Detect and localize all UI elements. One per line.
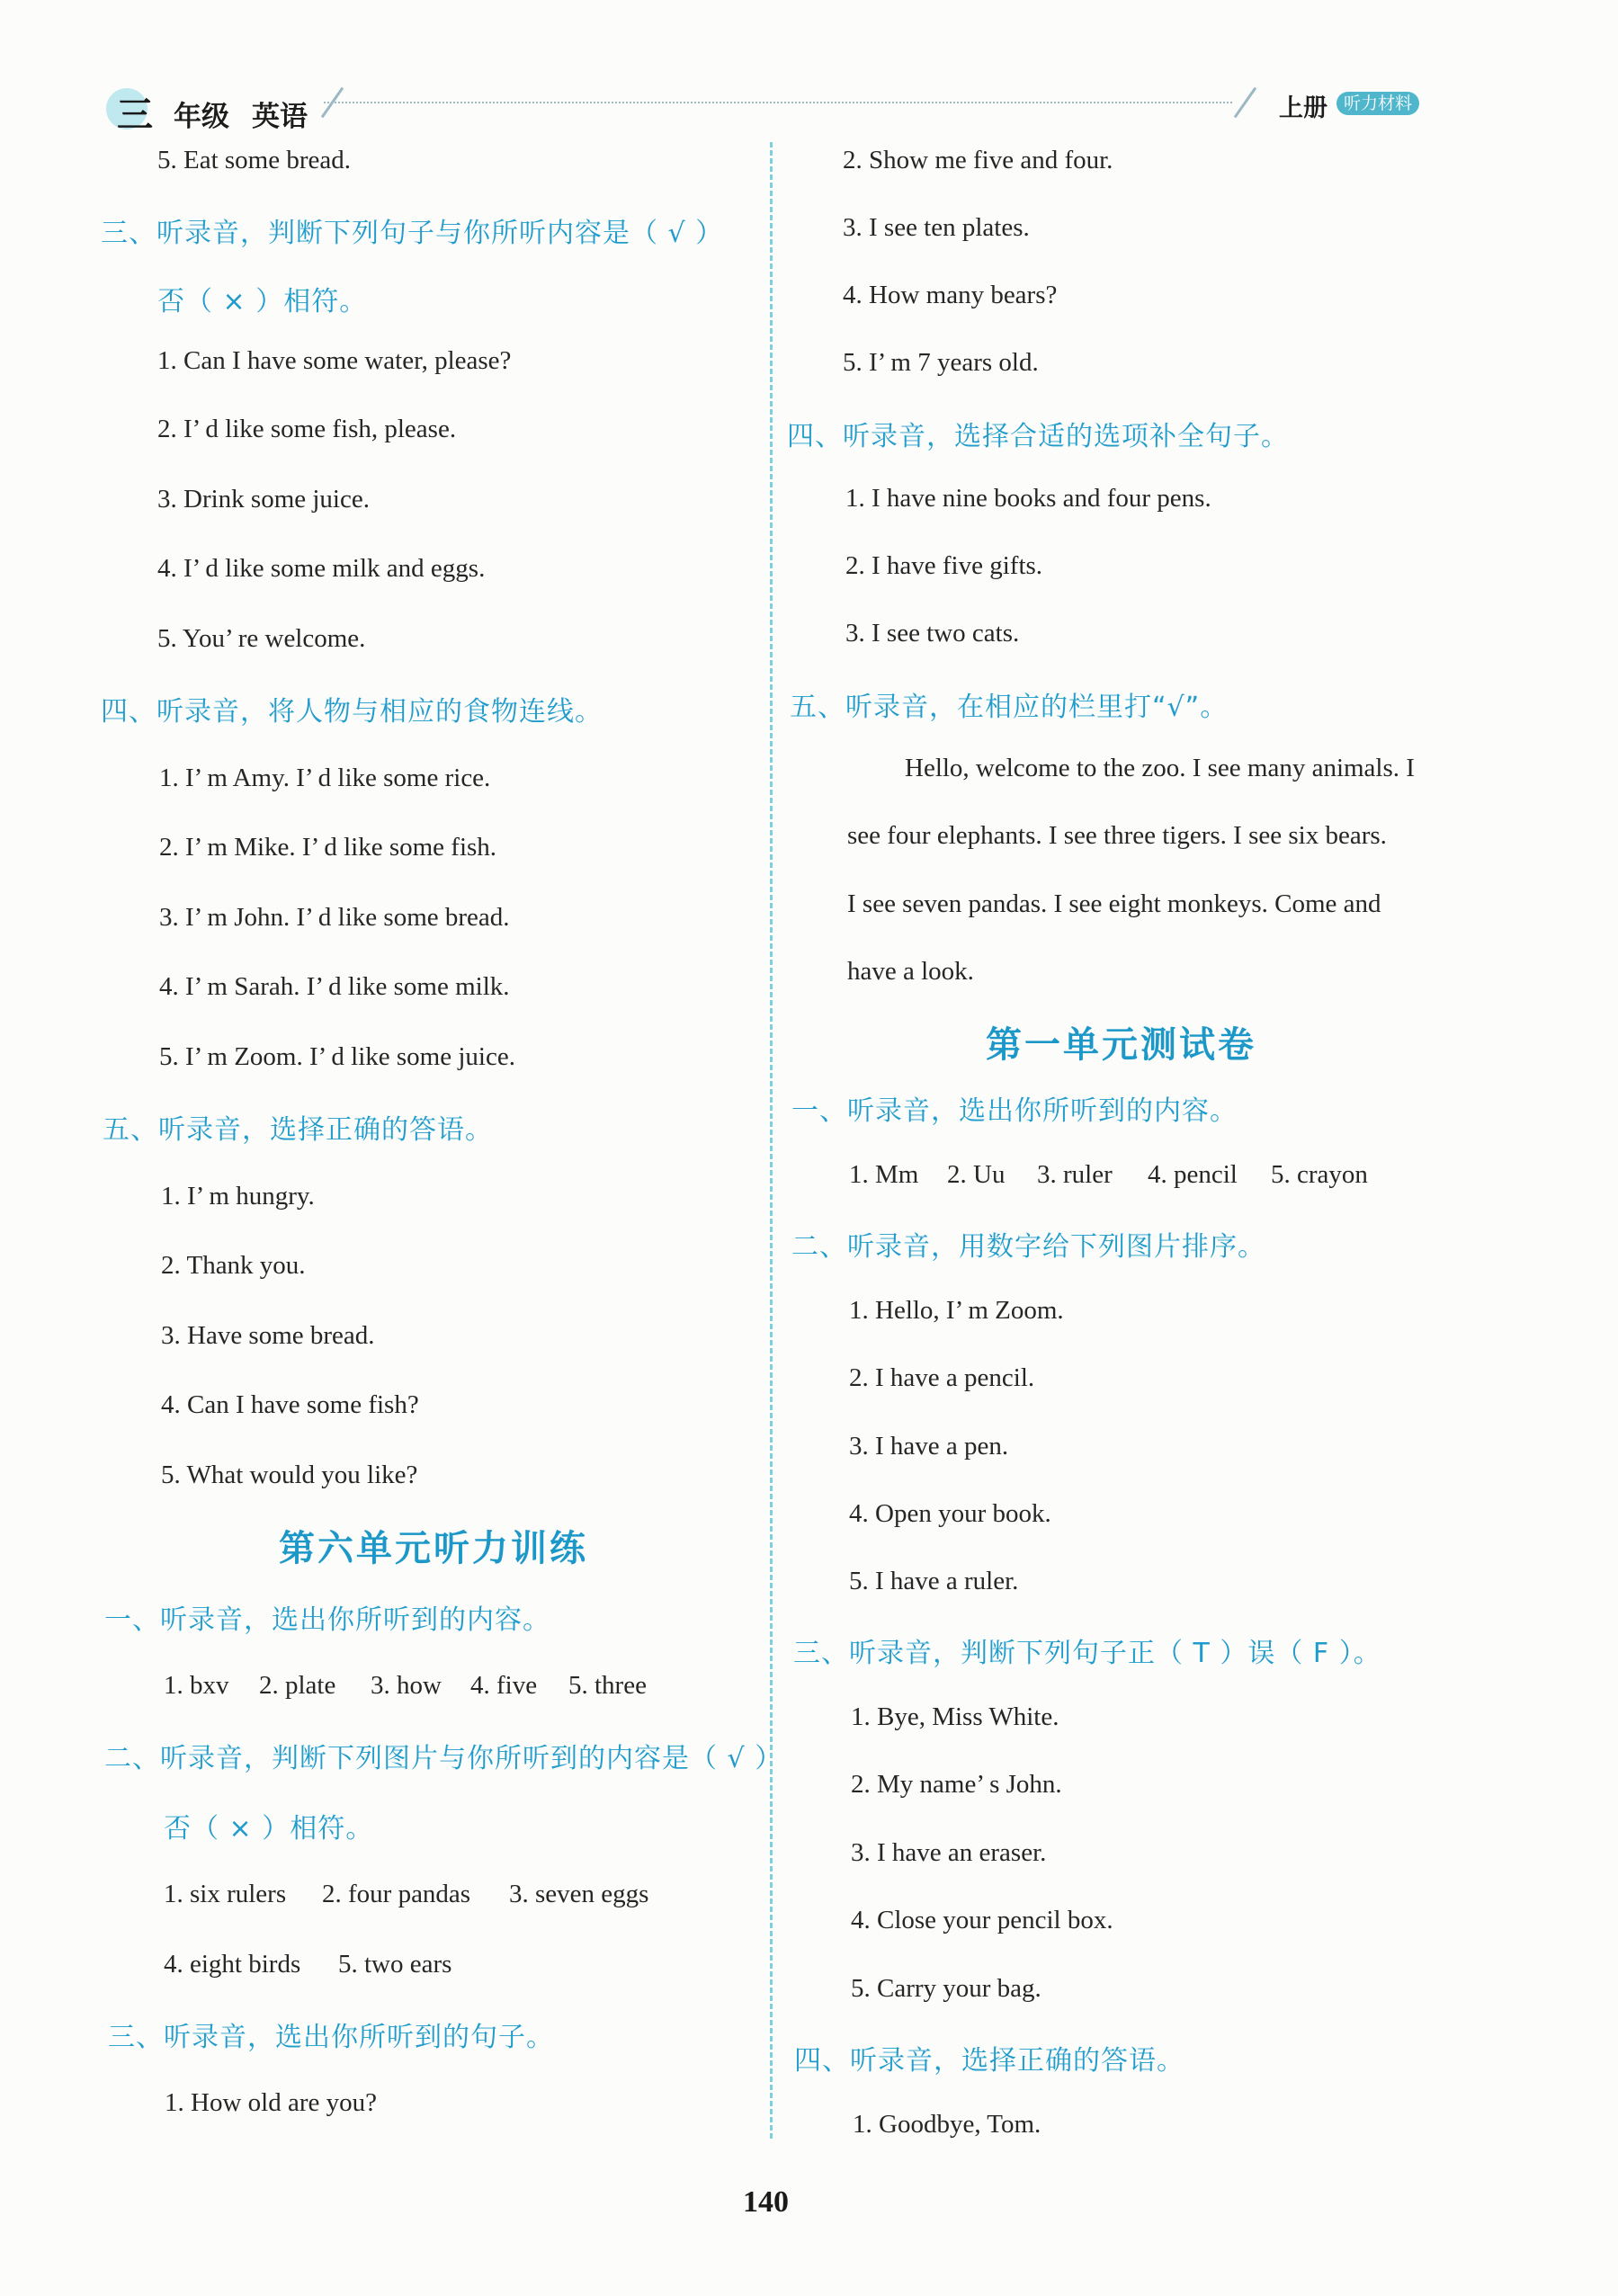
word-option: 4. pencil [1148, 1160, 1238, 1189]
question-heading: 四、听录音，选择合适的选项补全句子。 [787, 421, 1289, 452]
text-line: 1. I’ m Amy. I’ d like some rice. [159, 764, 491, 792]
listening-material-badge: 听力材料 [1336, 92, 1419, 115]
text-line: 3. I have a pen. [849, 1432, 1009, 1461]
question-heading: 四、听录音，将人物与相应的食物连线。 [101, 696, 603, 728]
page-number: 140 [743, 2185, 789, 2219]
text-line: 1. Can I have some water, please? [157, 346, 512, 375]
picture-option: 4. eight birds [164, 1950, 301, 1979]
passage-line: Hello, welcome to the zoo. I see many animals. I [905, 754, 1415, 782]
text-line: 3. Have some bread. [161, 1321, 375, 1350]
passage-line: have a look. [847, 957, 974, 986]
question-heading-cont: 否（ × ）相符。 [157, 286, 368, 317]
question-heading: 二、听录音，判断下列图片与你所听到的内容是（ √ ） [104, 1743, 783, 1774]
text-line: 3. I see two cats. [845, 619, 1020, 648]
subject-label: 英语 [252, 101, 308, 133]
word-option: 5. crayon [1271, 1160, 1368, 1189]
grade-label: 年级 [174, 101, 229, 133]
word-option: 2. Uu [947, 1160, 1006, 1189]
question-heading: 三、听录音，判断下列句子与你所听内容是（ √ ） [101, 218, 724, 249]
text-line: 1. Goodbye, Tom. [853, 2110, 1041, 2139]
unit-title: 第一单元测试卷 [986, 1023, 1256, 1066]
text-line: 1. Bye, Miss White. [851, 1702, 1059, 1731]
text-line: 1. I’ m hungry. [161, 1182, 315, 1211]
text-line: 5. You’ re welcome. [157, 624, 366, 653]
question-heading: 三、听录音，判断下列句子正（ T ）误（ F ）。 [793, 1638, 1381, 1669]
text-line: 3. I have an eraser. [851, 1838, 1047, 1867]
text-line: 4. I’ d like some milk and eggs. [157, 554, 486, 583]
text-line: 5. I’ m 7 years old. [843, 348, 1039, 377]
text-line: 3. Drink some juice. [157, 485, 370, 514]
text-line: 2. Thank you. [161, 1251, 306, 1280]
text-line: 5. Eat some bread. [157, 146, 352, 174]
text-line: 2. Show me five and four. [843, 146, 1113, 174]
text-line: 3. I’ m John. I’ d like some bread. [159, 903, 510, 932]
text-line: 4. Close your pencil box. [851, 1906, 1113, 1934]
grade-mark: 三 [117, 94, 153, 136]
text-line: 1. How old are you? [165, 2088, 377, 2117]
text-line: 1. I have nine books and four pens. [845, 484, 1211, 513]
text-line: 4. Open your book. [849, 1499, 1051, 1528]
text-line: 4. Can I have some fish? [161, 1390, 419, 1419]
picture-option: 3. seven eggs [509, 1880, 649, 1908]
header-rule [324, 102, 1232, 103]
picture-option: 2. four pandas [322, 1880, 471, 1908]
text-line: 4. How many bears? [843, 281, 1058, 309]
text-line: 2. I have a pencil. [849, 1363, 1035, 1392]
word-option: 1. bxv [164, 1671, 229, 1700]
word-option: 2. plate [259, 1671, 336, 1700]
text-line: 5. What would you like? [161, 1461, 418, 1489]
text-line: 5. I have a ruler. [849, 1567, 1019, 1595]
question-heading: 三、听录音，选出你所听到的句子。 [108, 2022, 554, 2053]
page-header [0, 0, 1618, 135]
text-line: 5. I’ m Zoom. I’ d like some juice. [159, 1042, 515, 1071]
question-heading: 二、听录音，用数字给下列图片排序。 [791, 1231, 1265, 1263]
text-line: 4. I’ m Sarah. I’ d like some milk. [159, 972, 510, 1001]
word-option: 4. five [470, 1671, 538, 1700]
question-heading: 一、听录音，选出你所听到的内容。 [104, 1604, 550, 1636]
word-option: 3. how [371, 1671, 442, 1700]
picture-option: 5. two ears [338, 1950, 452, 1979]
text-line: 2. I’ m Mike. I’ d like some fish. [159, 833, 497, 862]
question-heading: 四、听录音，选择正确的答语。 [794, 2045, 1184, 2077]
text-line: 2. My name’ s John. [851, 1770, 1062, 1799]
text-line: 5. Carry your bag. [851, 1974, 1041, 2003]
word-option: 3. ruler [1037, 1160, 1113, 1189]
column-divider [770, 142, 773, 2139]
passage-line: I see seven pandas. I see eight monkeys. Come and [847, 889, 1381, 918]
text-line: 2. I’ d like some fish, please. [157, 415, 457, 443]
text-line: 3. I see ten plates. [843, 213, 1030, 242]
text-line: 1. Hello, I’ m Zoom. [849, 1296, 1064, 1325]
unit-title: 第六单元听力训练 [279, 1527, 588, 1569]
picture-option: 1. six rulers [164, 1880, 287, 1908]
question-heading-cont: 否（ × ）相符。 [164, 1813, 374, 1845]
word-option: 1. Mm [849, 1160, 919, 1189]
volume-label: 上册 [1279, 94, 1327, 122]
question-heading: 一、听录音，选出你所听到的内容。 [791, 1095, 1238, 1127]
word-option: 5. three [568, 1671, 647, 1700]
question-heading: 五、听录音，选择正确的答语。 [103, 1114, 493, 1146]
header-slash-right [1234, 87, 1256, 118]
text-line: 2. I have five gifts. [845, 551, 1043, 580]
question-heading: 五、听录音，在相应的栏里打“√”。 [790, 692, 1229, 723]
passage-line: see four elephants. I see three tigers. I see six bears. [847, 821, 1387, 850]
